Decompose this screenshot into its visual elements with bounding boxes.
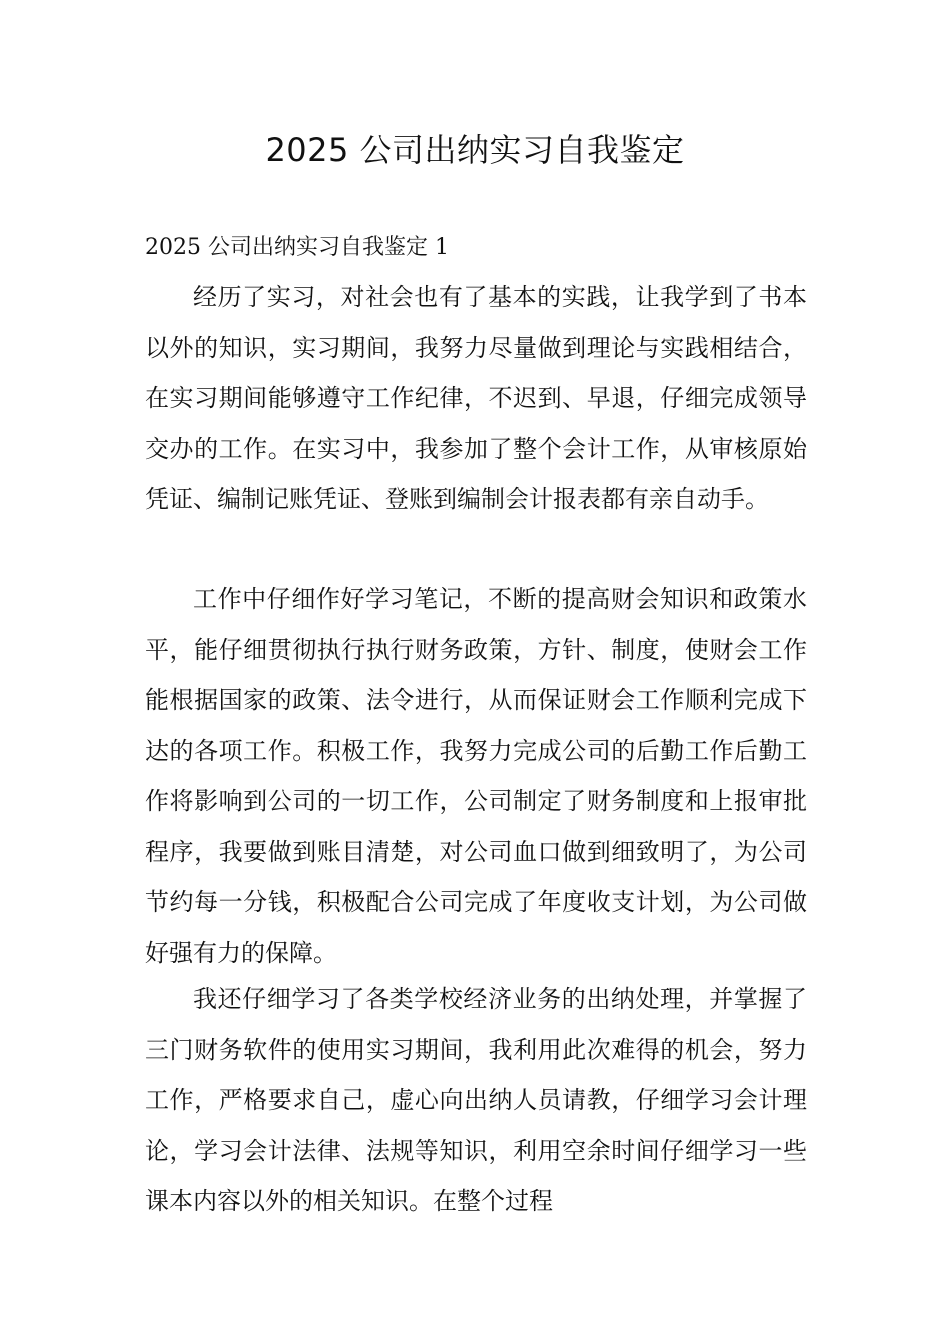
section-heading: 2025 公司出纳实习自我鉴定 1 <box>145 235 449 260</box>
body-paragraph-2: 工作中仔细作好学习笔记，不断的提高财会知识和政策水平，能仔细贯彻执行执行财务政策，方针、制度，使财会工作能根据国家的政策、法令进行，从而保证财会工作顺利完成下达的各项工作。积极工作，我努力完成公司的后勤工作后勤工作将影响到公司的一切工作，公司制定了财务制度和上报审批程序，我要做到账目清楚，对公司血口做到细致明了，为公司节约每一分钱，积极配合公司完成了年度收支计划，为公司做好强有力的保障。 <box>145 585 807 967</box>
document-title: 2025 公司出纳实习自我鉴定 <box>265 131 685 169</box>
body-paragraph-3: 我还仔细学习了各类学校经济业务的出纳处理，并掌握了三门财务软件的使用实习期间，我利用此次难得的机会，努力工作，严格要求自己，虚心向出纳人员请教，仔细学习会计理论，学习会计法律、法规等知识，利用空余时间仔细学习一些课本内容以外的相关知识。在整个过程 <box>145 985 807 1215</box>
body-paragraph-1: 经历了实习，对社会也有了基本的实践，让我学到了书本以外的知识，实习期间，我努力尽量做到理论与实践相结合，在实习期间能够遵守工作纪律，不迟到、早退，仔细完成领导交办的工作。在实习中，我参加了整个会计工作，从审核原始凭证、编制记账凭证、登账到编制会计报表都有亲自动手。 <box>145 283 807 513</box>
